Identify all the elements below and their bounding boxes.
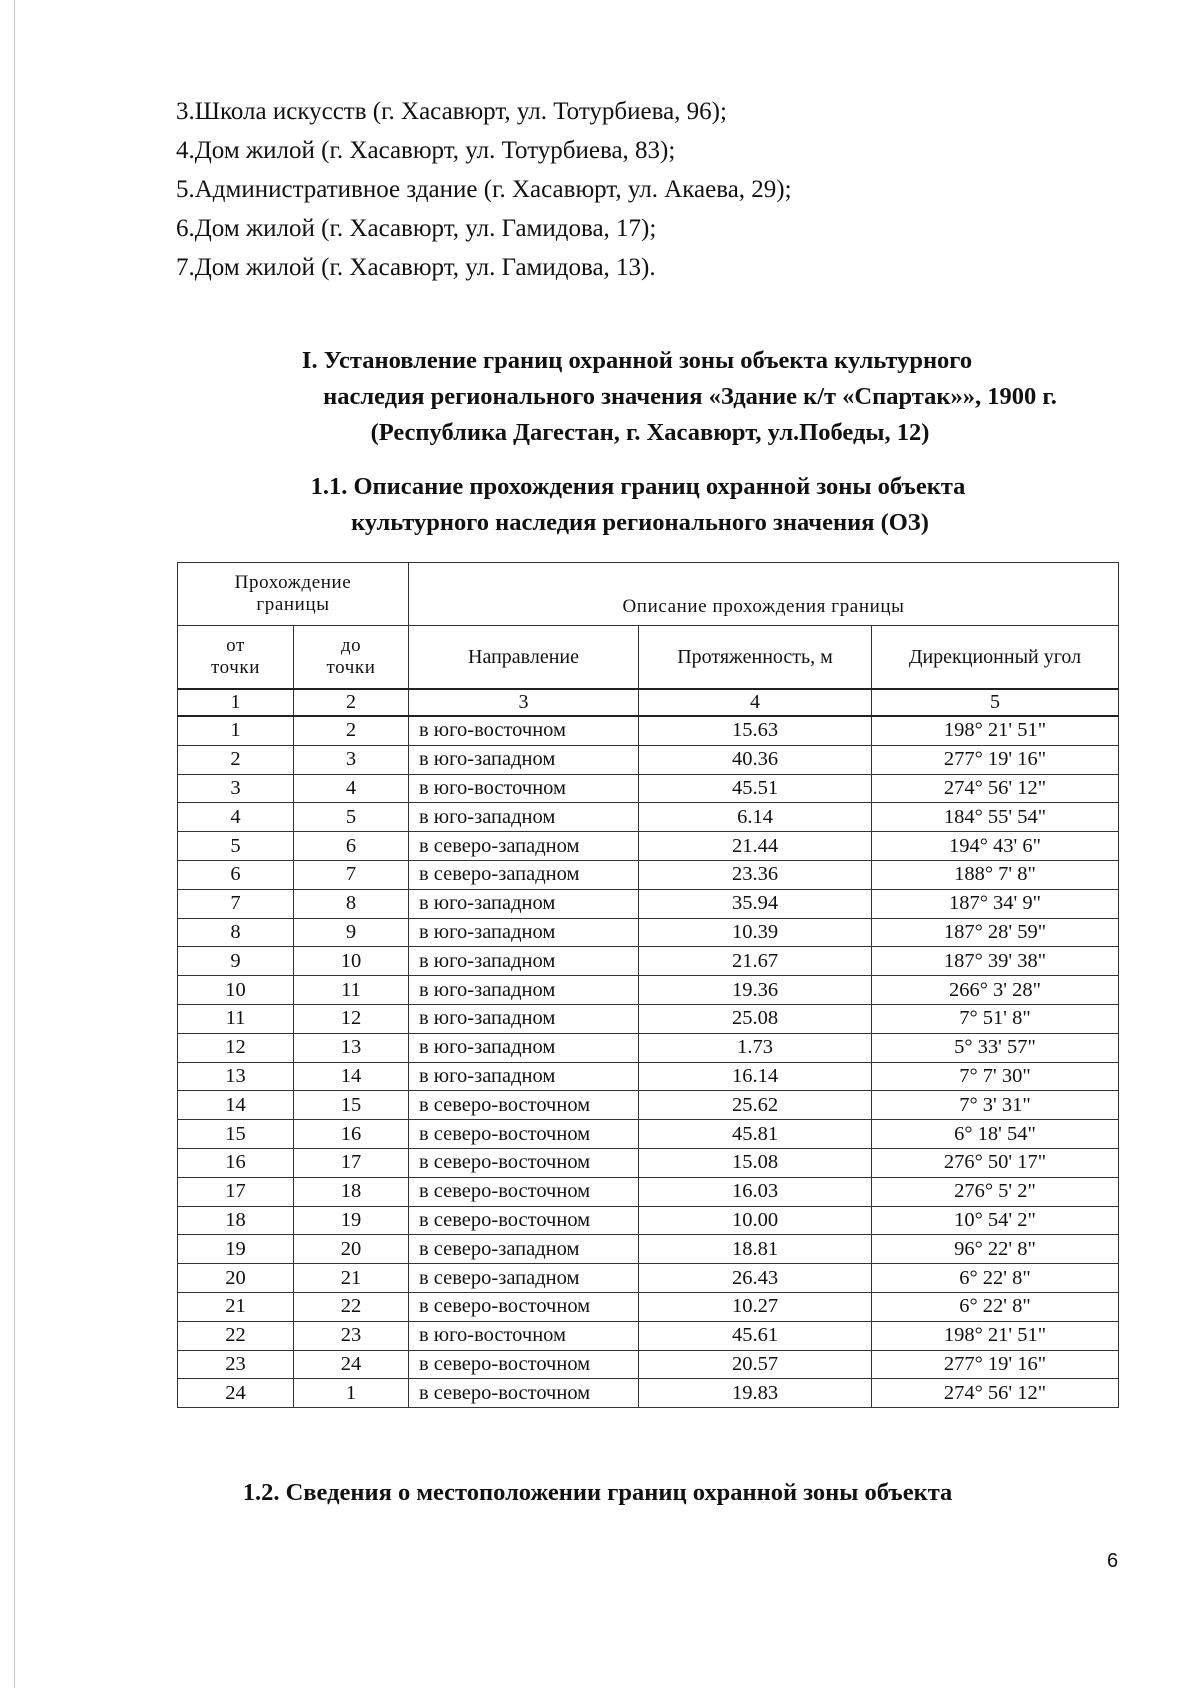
cell-to: 2 xyxy=(294,716,409,745)
table-row xyxy=(178,1120,1119,1149)
cell-direction: в юго-западном xyxy=(409,947,639,976)
cell-to: 15 xyxy=(294,1091,409,1120)
cell-angle: 184° 55' 54" xyxy=(872,803,1119,832)
cell-from: 2 xyxy=(178,745,294,774)
cell-to: 4 xyxy=(294,774,409,803)
cell-to: 9 xyxy=(294,918,409,947)
table-row xyxy=(178,1177,1119,1206)
cell-length: 45.61 xyxy=(639,1321,872,1350)
header-to-line: точки xyxy=(326,657,376,678)
section-1-heading-line: наследия регионального значения «Здание к/т «Спартак»», 1900 г. xyxy=(323,383,1057,410)
cell-direction: в юго-западном xyxy=(409,918,639,947)
cell-from: 13 xyxy=(178,1062,294,1091)
cell-to: 16 xyxy=(294,1120,409,1149)
cell-angle: 187° 39' 38" xyxy=(872,947,1119,976)
cell-angle: 187° 34' 9" xyxy=(872,889,1119,918)
cell-direction: в юго-западном xyxy=(409,1033,639,1062)
table-row xyxy=(178,976,1119,1005)
column-number: 5 xyxy=(872,689,1119,716)
cell-angle: 194° 43' 6" xyxy=(872,832,1119,861)
cell-from: 7 xyxy=(178,889,294,918)
cell-direction: в северо-западном xyxy=(409,860,639,889)
cell-length: 26.43 xyxy=(639,1264,872,1293)
cell-to: 17 xyxy=(294,1148,409,1177)
table-row xyxy=(178,745,1119,774)
table-row xyxy=(178,1264,1119,1293)
table-row xyxy=(178,803,1119,832)
table-body xyxy=(178,716,1119,1408)
cell-from: 16 xyxy=(178,1148,294,1177)
table-row xyxy=(178,1004,1119,1033)
table-row xyxy=(178,1235,1119,1264)
cell-to: 8 xyxy=(294,889,409,918)
header-to-line: до xyxy=(340,635,362,656)
cell-length: 20.57 xyxy=(639,1350,872,1379)
cell-length: 19.83 xyxy=(639,1379,872,1408)
table-row xyxy=(178,1148,1119,1177)
cell-from: 6 xyxy=(178,860,294,889)
cell-direction: в юго-западном xyxy=(409,889,639,918)
section-1-1-heading-line: культурного наследия регионального значения (ОЗ) xyxy=(351,509,929,536)
cell-length: 45.51 xyxy=(639,774,872,803)
boundary-table xyxy=(177,562,1119,1408)
cell-direction: в юго-западном xyxy=(409,745,639,774)
cell-to: 21 xyxy=(294,1264,409,1293)
page-number: 6 xyxy=(1107,1550,1119,1572)
cell-from: 12 xyxy=(178,1033,294,1062)
cell-direction: в юго-западном xyxy=(409,1062,639,1091)
cell-angle: 198° 21' 51" xyxy=(872,716,1119,745)
cell-length: 10.27 xyxy=(639,1292,872,1321)
cell-to: 20 xyxy=(294,1235,409,1264)
cell-length: 35.94 xyxy=(639,889,872,918)
cell-direction: в северо-восточном xyxy=(409,1292,639,1321)
cell-from: 14 xyxy=(178,1091,294,1120)
cell-direction: в юго-западном xyxy=(409,976,639,1005)
cell-from: 18 xyxy=(178,1206,294,1235)
column-numbers-row xyxy=(178,689,1119,716)
cell-direction: в северо-западном xyxy=(409,1235,639,1264)
cell-angle: 96° 22' 8" xyxy=(872,1235,1119,1264)
header-passage-line: границы xyxy=(256,594,330,615)
cell-length: 15.08 xyxy=(639,1148,872,1177)
cell-length: 10.00 xyxy=(639,1206,872,1235)
cell-angle: 5° 33' 57" xyxy=(872,1033,1119,1062)
cell-angle: 274° 56' 12" xyxy=(872,1379,1119,1408)
cell-from: 9 xyxy=(178,947,294,976)
cell-from: 21 xyxy=(178,1292,294,1321)
section-1-1-heading xyxy=(160,469,1160,541)
cell-from: 4 xyxy=(178,803,294,832)
cell-direction: в северо-западном xyxy=(409,832,639,861)
list-item: 7.Дом жилой (г. Хасавюрт, ул. Гамидова, 13). xyxy=(176,254,656,281)
section-1-heading xyxy=(160,343,1160,451)
list-item: 3.Школа искусств (г. Хасавюрт, ул. Тотурбиева, 96); xyxy=(176,98,727,125)
cell-direction: в северо-восточном xyxy=(409,1148,639,1177)
cell-from: 10 xyxy=(178,976,294,1005)
cell-angle: 7° 51' 8" xyxy=(872,1004,1119,1033)
cell-direction: в юго-восточном xyxy=(409,774,639,803)
scan-edge-line xyxy=(14,0,15,1688)
cell-length: 45.81 xyxy=(639,1120,872,1149)
cell-to: 11 xyxy=(294,976,409,1005)
table-row xyxy=(178,889,1119,918)
section-1-heading-line: (Республика Дагестан, г. Хасавюрт, ул.Победы, 12) xyxy=(370,419,930,446)
cell-to: 18 xyxy=(294,1177,409,1206)
cell-angle: 10° 54' 2" xyxy=(872,1206,1119,1235)
column-number: 1 xyxy=(178,689,294,716)
cell-from: 24 xyxy=(178,1379,294,1408)
cell-from: 20 xyxy=(178,1264,294,1293)
cell-length: 16.14 xyxy=(639,1062,872,1091)
table-row xyxy=(178,947,1119,976)
column-number: 3 xyxy=(409,689,639,716)
cell-to: 3 xyxy=(294,745,409,774)
cell-direction: в северо-восточном xyxy=(409,1120,639,1149)
cell-direction: в юго-западном xyxy=(409,803,639,832)
cell-to: 24 xyxy=(294,1350,409,1379)
section-1-1-heading-line: 1.1. Описание прохождения границ охранной зоны объекта xyxy=(310,473,966,500)
cell-length: 1.73 xyxy=(639,1033,872,1062)
cell-angle: 266° 3' 28" xyxy=(872,976,1119,1005)
cell-to: 19 xyxy=(294,1206,409,1235)
cell-to: 22 xyxy=(294,1292,409,1321)
cell-angle: 277° 19' 16" xyxy=(872,745,1119,774)
cell-length: 6.14 xyxy=(639,803,872,832)
cell-from: 5 xyxy=(178,832,294,861)
table-row xyxy=(178,1321,1119,1350)
table-row xyxy=(178,860,1119,889)
cell-to: 6 xyxy=(294,832,409,861)
table-row xyxy=(178,1206,1119,1235)
header-from-point xyxy=(178,626,294,690)
cell-direction: в северо-восточном xyxy=(409,1177,639,1206)
list-item: 6.Дом жилой (г. Хасавюрт, ул. Гамидова, 17); xyxy=(176,215,657,242)
header-from-line: точки xyxy=(210,657,260,678)
cell-to: 23 xyxy=(294,1321,409,1350)
cell-angle: 7° 3' 31" xyxy=(872,1091,1119,1120)
cell-angle: 6° 22' 8" xyxy=(872,1264,1119,1293)
cell-from: 15 xyxy=(178,1120,294,1149)
cell-angle: 277° 19' 16" xyxy=(872,1350,1119,1379)
cell-angle: 274° 56' 12" xyxy=(872,774,1119,803)
cell-angle: 188° 7' 8" xyxy=(872,860,1119,889)
cell-angle: 7° 7' 30" xyxy=(872,1062,1119,1091)
cell-angle: 187° 28' 59" xyxy=(872,918,1119,947)
cell-angle: 6° 22' 8" xyxy=(872,1292,1119,1321)
column-number: 2 xyxy=(294,689,409,716)
cell-from: 1 xyxy=(178,716,294,745)
cell-length: 21.67 xyxy=(639,947,872,976)
cell-length: 15.63 xyxy=(639,716,872,745)
table-row xyxy=(178,1062,1119,1091)
table-row xyxy=(178,774,1119,803)
header-angle: Дирекционный угол xyxy=(872,626,1119,690)
table-row xyxy=(178,1350,1119,1379)
cell-direction: в северо-западном xyxy=(409,1264,639,1293)
cell-to: 12 xyxy=(294,1004,409,1033)
cell-length: 21.44 xyxy=(639,832,872,861)
table-row xyxy=(178,918,1119,947)
cell-length: 25.08 xyxy=(639,1004,872,1033)
cell-direction: в юго-восточном xyxy=(409,716,639,745)
header-description: Описание прохождения границы xyxy=(409,563,1119,626)
cell-direction: в северо-восточном xyxy=(409,1379,639,1408)
cell-to: 7 xyxy=(294,860,409,889)
section-1-2-heading-line: 1.2. Сведения о местоположении границ охранной зоны объекта xyxy=(242,1479,953,1506)
header-passage-line: Прохождение xyxy=(234,572,352,593)
cell-direction: в северо-восточном xyxy=(409,1091,639,1120)
list-item: 4.Дом жилой (г. Хасавюрт, ул. Тотурбиева, 83); xyxy=(176,137,676,164)
table-row xyxy=(178,1091,1119,1120)
cell-from: 11 xyxy=(178,1004,294,1033)
cell-length: 23.36 xyxy=(639,860,872,889)
cell-angle: 276° 5' 2" xyxy=(872,1177,1119,1206)
cell-length: 25.62 xyxy=(639,1091,872,1120)
cell-length: 10.39 xyxy=(639,918,872,947)
cell-length: 40.36 xyxy=(639,745,872,774)
cell-from: 8 xyxy=(178,918,294,947)
table-row xyxy=(178,716,1119,745)
cell-to: 1 xyxy=(294,1379,409,1408)
cell-from: 17 xyxy=(178,1177,294,1206)
cell-from: 23 xyxy=(178,1350,294,1379)
cell-to: 14 xyxy=(294,1062,409,1091)
list-item: 5.Административное здание (г. Хасавюрт, ул. Акаева, 29); xyxy=(176,176,792,203)
section-1-2-heading xyxy=(160,1475,1160,1511)
cell-angle: 276° 50' 17" xyxy=(872,1148,1119,1177)
header-to-point xyxy=(294,626,409,690)
header-passage xyxy=(178,563,409,626)
cell-length: 18.81 xyxy=(639,1235,872,1264)
table-row xyxy=(178,1292,1119,1321)
table-row xyxy=(178,1033,1119,1062)
cell-length: 16.03 xyxy=(639,1177,872,1206)
column-number: 4 xyxy=(639,689,872,716)
table-row xyxy=(178,1379,1119,1408)
cell-from: 19 xyxy=(178,1235,294,1264)
cell-angle: 6° 18' 54" xyxy=(872,1120,1119,1149)
cell-length: 19.36 xyxy=(639,976,872,1005)
cell-from: 22 xyxy=(178,1321,294,1350)
header-direction: Направление xyxy=(409,626,639,690)
cell-direction: в северо-восточном xyxy=(409,1206,639,1235)
header-length: Протяженность, м xyxy=(639,626,872,690)
cell-direction: в северо-восточном xyxy=(409,1350,639,1379)
table-row xyxy=(178,832,1119,861)
cell-to: 10 xyxy=(294,947,409,976)
object-list xyxy=(176,92,792,287)
cell-to: 5 xyxy=(294,803,409,832)
header-from-line: от xyxy=(226,635,245,656)
cell-to: 13 xyxy=(294,1033,409,1062)
cell-direction: в юго-западном xyxy=(409,1004,639,1033)
section-1-heading-line: I. Установление границ охранной зоны объекта культурного xyxy=(301,347,973,374)
cell-direction: в юго-восточном xyxy=(409,1321,639,1350)
cell-angle: 198° 21' 51" xyxy=(872,1321,1119,1350)
cell-from: 3 xyxy=(178,774,294,803)
